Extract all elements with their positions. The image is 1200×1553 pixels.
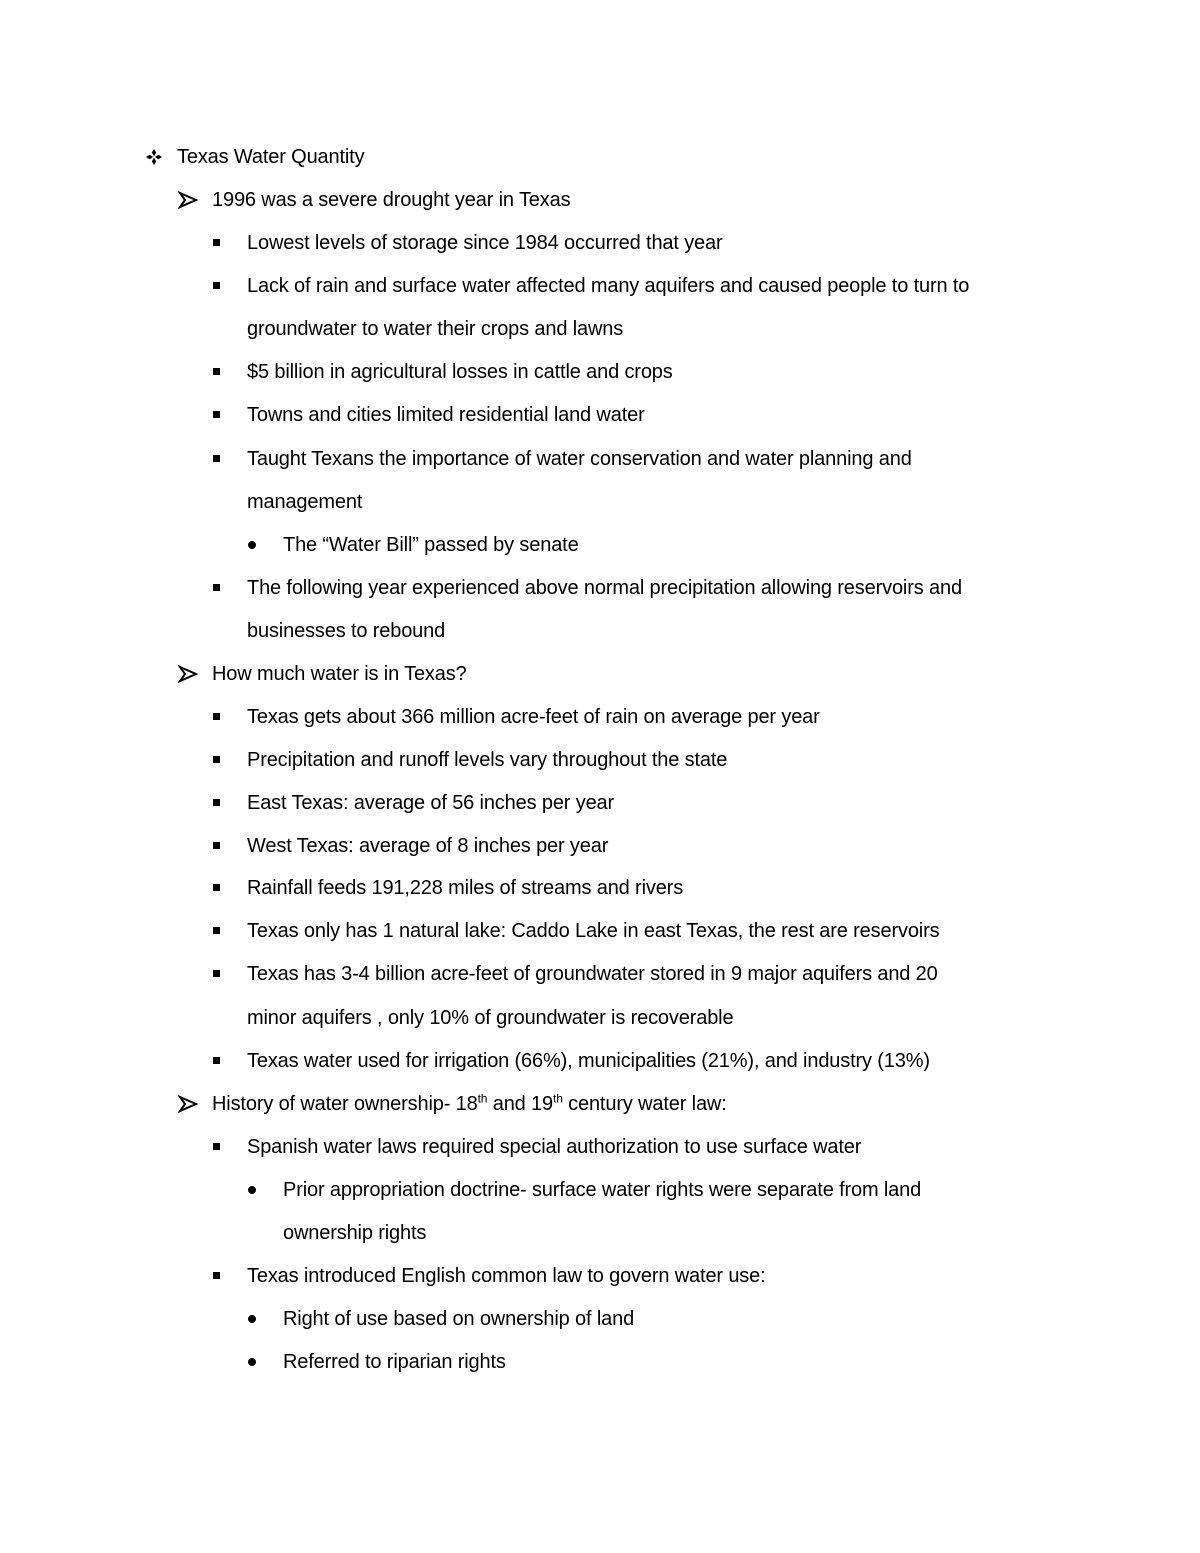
square-icon: [213, 713, 220, 720]
list-item-text: businesses to rebound: [247, 620, 446, 642]
square-icon: [213, 1143, 220, 1150]
text-part: and 19: [487, 1093, 554, 1115]
heading-line: [0, 145, 1200, 169]
list-item: [0, 576, 1200, 600]
square-icon: [213, 1057, 220, 1064]
list-item: [0, 919, 1200, 943]
square-icon: [213, 884, 220, 891]
arrow-icon: [178, 665, 200, 683]
dot-icon: [248, 541, 256, 549]
list-item: [0, 1049, 1200, 1073]
text-part: History of water ownership- 18: [212, 1093, 478, 1115]
square-icon: [213, 842, 220, 849]
list-item-text: Texas water used for irrigation (66%), municipalities (21%), and industry (13%): [247, 1050, 930, 1072]
list-item-text: Texas only has 1 natural lake: Caddo Lake in east Texas, the rest are reservoirs: [247, 920, 940, 942]
list-item-text: minor aquifers , only 10% of groundwater is recoverable: [247, 1007, 734, 1029]
text-part: century water law:: [562, 1093, 727, 1115]
list-item: [0, 447, 1200, 471]
list-item-text: Taught Texans the importance of water conservation and water planning and: [247, 448, 912, 470]
dot-icon: [248, 1315, 256, 1323]
list-item: [0, 1135, 1200, 1159]
square-icon: [213, 584, 220, 591]
square-icon: [213, 282, 220, 289]
list-item: [0, 1350, 1200, 1374]
list-item: [0, 533, 1200, 557]
list-item: [0, 748, 1200, 772]
list-item: [0, 1264, 1200, 1288]
arrow-icon: [178, 1095, 200, 1113]
list-item-text: Texas has 3-4 billion acre-feet of groundwater stored in 9 major aquifers and 20: [247, 963, 938, 985]
list-item-text: West Texas: average of 8 inches per year: [247, 835, 609, 857]
list-item-text: groundwater to water their crops and lawns: [247, 318, 624, 340]
dot-icon: [248, 1358, 256, 1366]
superscript: th: [477, 1091, 488, 1106]
square-icon: [213, 411, 220, 418]
square-icon: [213, 799, 220, 806]
list-item: [0, 962, 1200, 986]
list-item-text: Lowest levels of storage since 1984 occurred that year: [247, 232, 723, 254]
square-icon: [213, 970, 220, 977]
list-item-text: Texas gets about 366 million acre-feet of rain on average per year: [247, 706, 820, 728]
list-item-text: Prior appropriation doctrine- surface water rights were separate from land: [283, 1179, 922, 1201]
list-item: [0, 231, 1200, 255]
list-item-text: Rainfall feeds 191,228 miles of streams and rivers: [247, 877, 684, 899]
list-item: [0, 1092, 1200, 1116]
list-item: [0, 1178, 1200, 1202]
list-item-text: Texas introduced English common law to govern water use:: [247, 1265, 766, 1287]
list-item-text: 1996 was a severe drought year in Texas: [212, 189, 571, 211]
list-item-text: East Texas: average of 56 inches per year: [247, 792, 615, 814]
square-icon: [213, 1272, 220, 1279]
list-item-text: $5 billion in agricultural losses in cattle and crops: [247, 361, 673, 383]
list-item-continuation: [0, 317, 1200, 341]
list-item-text: How much water is in Texas?: [212, 663, 467, 685]
dot-icon: [248, 1186, 256, 1194]
square-icon: [213, 368, 220, 375]
arrow-icon: [178, 191, 200, 209]
list-item: [0, 403, 1200, 427]
list-item-continuation: [0, 1221, 1200, 1245]
list-item-text: Spanish water laws required special authorization to use surface water: [247, 1136, 862, 1158]
list-item-text: The “Water Bill” passed by senate: [283, 534, 579, 556]
list-item-text: The following year experienced above normal precipitation allowing reservoirs and: [247, 577, 962, 599]
square-icon: [213, 756, 220, 763]
square-icon: [213, 239, 220, 246]
list-item-text: Referred to riparian rights: [283, 1351, 506, 1373]
square-icon: [213, 455, 220, 462]
list-item-text: Right of use based on ownership of land: [283, 1308, 635, 1330]
list-item-text: management: [247, 491, 363, 513]
list-item-text: ownership rights: [283, 1222, 427, 1244]
list-item: [0, 188, 1200, 212]
list-item: [0, 662, 1200, 686]
diamond-icon: [145, 148, 163, 166]
superscript: th: [553, 1091, 563, 1106]
list-item: [0, 274, 1200, 298]
list-item-text: [212, 1092, 727, 1116]
list-item: [0, 360, 1200, 384]
list-item: [0, 876, 1200, 900]
list-item: [0, 834, 1200, 858]
list-item: [0, 791, 1200, 815]
square-icon: [213, 927, 220, 934]
list-item-text: Towns and cities limited residential land water: [247, 404, 645, 426]
list-item-text: Lack of rain and surface water affected many aquifers and caused people to turn to: [247, 275, 970, 297]
list-item-continuation: [0, 490, 1200, 514]
list-item: [0, 1307, 1200, 1331]
list-item: [0, 705, 1200, 729]
list-item-text: Precipitation and runoff levels vary throughout the state: [247, 749, 728, 771]
list-item-continuation: [0, 1006, 1200, 1030]
page-title: Texas Water Quantity: [177, 146, 365, 168]
list-item-continuation: [0, 619, 1200, 643]
